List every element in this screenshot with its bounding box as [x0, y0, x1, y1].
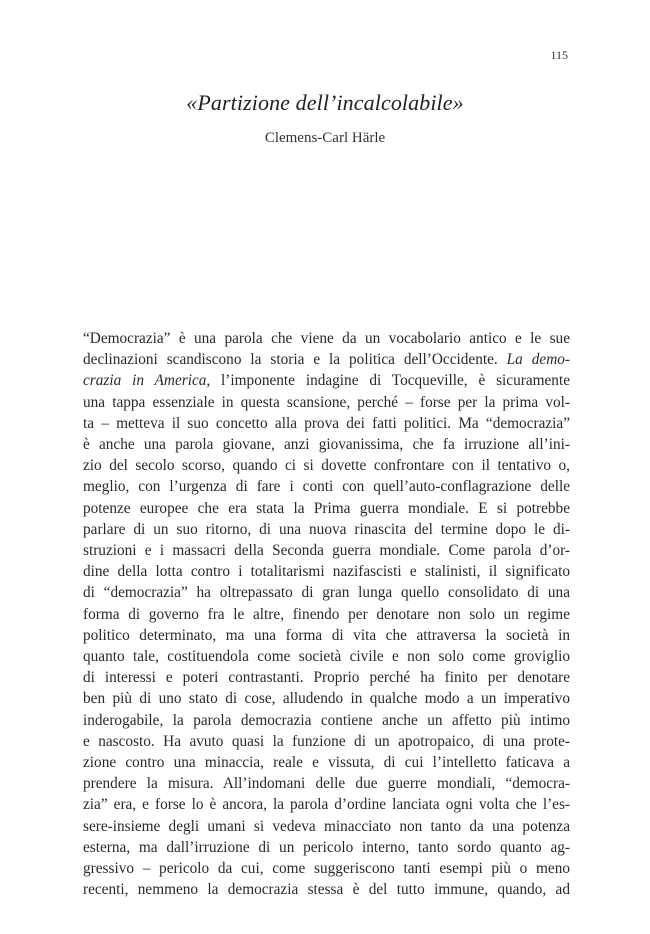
text-segment: ta – metteva il suo concetto alla prova dei fatti politici. Ma “democrazia”: [83, 414, 570, 432]
text-line: [83, 731, 570, 752]
text-segment: una tappa essenziale in questa scansione, perché – forse per la prima vol-: [83, 393, 570, 411]
text-segment: sere-insieme degli umani si vedeva minacciato non tanto da una potenza: [83, 817, 570, 835]
text-segment: zia” era, e forse lo è ancora, la parola d’ordine lanciata ogni volta che l’es-: [83, 796, 570, 814]
text-segment: quanto tale, costituendola come società civile e non solo come groviglio: [83, 648, 570, 666]
text-line: [83, 773, 570, 794]
italic-text: crazia in America: [83, 372, 207, 390]
text-segment: di interessi e poteri contrastanti. Proprio perché ha finito per denotare: [83, 669, 570, 687]
text-segment: declinazioni scandiscono la storia e la politica dell’Occidente.: [83, 351, 507, 369]
text-segment: zio del secolo scorso, quando ci si dovette confrontare con il tentativo o,: [83, 457, 570, 475]
text-segment: gressivo – pericolo da cui, come suggeriscono tanti esempi più o meno: [83, 860, 570, 878]
text-line: [83, 455, 570, 476]
text-line: [83, 625, 570, 646]
text-line: [83, 646, 570, 667]
text-segment: inderogabile, la parola democrazia contiene anche un affetto più intimo: [83, 711, 570, 729]
text-line: [83, 328, 570, 349]
text-line: [83, 540, 570, 561]
text-segment: , l’imponente indagine di Tocqueville, è sicuramente: [206, 372, 570, 390]
text-segment: ben più di uno stato di cose, alludendo in qualche modo a un imperativo: [83, 690, 570, 708]
text-segment: potenze europee che era stata la Prima guerra mondiale. E si potrebbe: [83, 499, 570, 517]
text-line: [83, 582, 570, 603]
text-line: [83, 858, 570, 879]
text-line: [83, 413, 570, 434]
body-paragraph: [83, 328, 570, 900]
text-line: [83, 752, 570, 773]
text-segment: prendere la misura. All’indomani delle due guerre mondiali, “democra-: [83, 775, 570, 793]
text-segment: politico determinato, ma una forma di vita che attraversa la società in: [83, 626, 570, 644]
text-line: [83, 498, 570, 519]
author-name: Clemens-Carl Härle: [264, 130, 386, 146]
text-line: [83, 794, 570, 815]
chapter-title: «Partizione dell’incalcolabile»: [186, 90, 464, 115]
text-segment: recenti, nemmeno la democrazia stessa è del tutto immune, quando, ad: [83, 881, 570, 899]
text-line: [83, 561, 570, 582]
text-line: [83, 370, 570, 391]
text-line: [83, 879, 570, 900]
text-segment: meglio, con l’urgenza di fare i conti con quell’auto-conflagrazione delle: [83, 478, 570, 496]
text-line: [83, 349, 570, 370]
text-line: [83, 434, 570, 455]
text-segment: dine della lotta contro i totalitarismi nazifascisti e stalinisti, il significato: [83, 563, 570, 581]
text-segment: di “democrazia” ha oltrepassato di gran lunga quello consolidato di una: [83, 584, 570, 602]
text-segment: zione contro una minaccia, reale e vissuta, di cui l’intelletto faticava a: [83, 754, 570, 772]
italic-text: La demo-: [506, 351, 570, 369]
text-line: [83, 710, 570, 731]
text-segment: struzioni e i massacri della Seconda guerra mondiale. Come parola d’or-: [83, 542, 570, 560]
text-line: [83, 604, 570, 625]
text-segment: esterna, ma dall’irruzione di un pericolo interno, tanto sordo quanto ag-: [83, 838, 570, 856]
page-number: 115: [550, 48, 568, 62]
text-line: [83, 688, 570, 709]
text-segment: “Democrazia” è una parola che viene da un vocabolario antico e le sue: [83, 330, 570, 347]
text-segment: è anche una parola giovane, anzi giovanissima, che fa irruzione all’ini-: [83, 436, 570, 454]
text-segment: e nascosto. Ha avuto quasi la funzione di un apotropaico, di una prote-: [83, 732, 570, 750]
text-line: [83, 476, 570, 497]
text-segment: forma di governo fra le altre, finendo per denotare non solo un regime: [83, 605, 570, 623]
text-line: [83, 667, 570, 688]
text-line: [83, 519, 570, 540]
text-segment: parlare di un suo ritorno, di una nuova rinascita del termine dopo le di-: [83, 520, 570, 538]
text-line: [83, 837, 570, 858]
text-line: [83, 816, 570, 837]
text-line: [83, 392, 570, 413]
